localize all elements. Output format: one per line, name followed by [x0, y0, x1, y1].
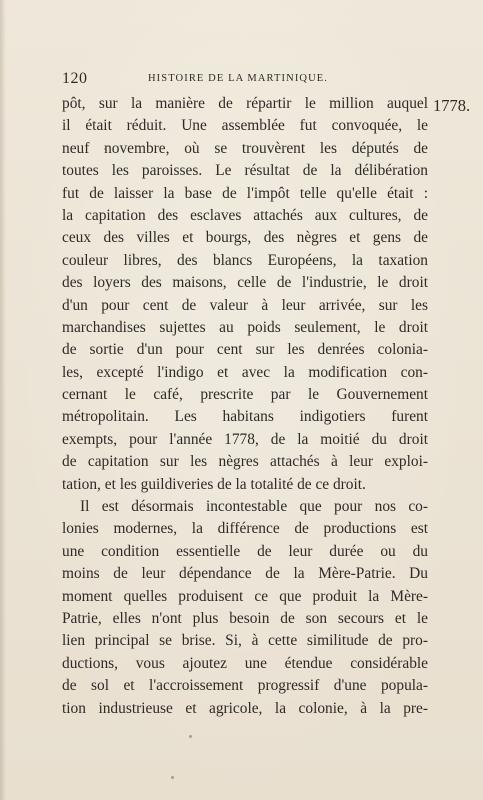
text-line: Patrie, elles n'ont plus besoin de son secours et le	[62, 609, 428, 627]
text-line: lien principal se brise. Si, à cette similitude de pro-	[62, 632, 428, 650]
text-line: cernant le café, prescrite par le Gouvernement	[62, 386, 428, 404]
page-gutter-shadow	[0, 0, 6, 800]
page-number: 120	[62, 70, 88, 87]
text-line: pôt, sur la manière de répartir le million auquel	[62, 95, 428, 112]
text-line: métropolitain. Les habitans indigotiers furent	[62, 408, 428, 426]
text-line: de sol et l'accroissement progressif d'une popula-	[62, 677, 428, 695]
text-line: des loyers des maisons, celle de l'industrie, le droit	[62, 274, 428, 292]
text-line: ductions, vous ajoutez une étendue considérable	[62, 654, 428, 672]
text-line: marchandises sujettes au poids seulement, le droit	[62, 318, 428, 336]
text-line: de capitation sur les nègres attachés à leur exploi-	[62, 453, 428, 471]
text-line: toutes les paroisses. Le résultat de la délibération	[62, 162, 428, 180]
text-line: fut de laisser la base de l'impôt telle qu'elle était :	[62, 184, 428, 202]
text-line: d'un pour cent de valeur à leur arrivée, sur les	[62, 296, 428, 314]
text-line: moins de leur dépendance de la Mère-Patrie. Du	[62, 565, 428, 583]
text-line: de sortie d'un pour cent sur les denrées colonia-	[62, 341, 428, 359]
text-line: lonies modernes, la différence de productions est	[62, 520, 428, 538]
text-line: Il est désormais incontestable que pour nos co-	[80, 498, 428, 516]
text-line: les, excepté l'indigo et avec la modification con-	[62, 363, 428, 381]
text-line: il était réduit. Une assemblée fut convoquée, le	[62, 117, 428, 135]
text-line: neuf novembre, où se trouvèrent les députés de	[62, 139, 428, 157]
text-line: moment quelles produisent ce que produit la Mère-	[62, 587, 428, 605]
text-line: exempts, pour l'année 1778, de la moitié du droit	[62, 430, 428, 448]
paper-speck	[171, 776, 174, 779]
paper-speck	[104, 148, 106, 150]
page-header	[62, 70, 422, 90]
text-line: tion industrieuse et agricole, la colonie, à la pre-	[62, 699, 428, 717]
text-line: couleur libres, des blancs Européens, la taxation	[62, 251, 428, 269]
text-line: la capitation des esclaves attachés aux cultures, de	[62, 206, 428, 224]
text-line: tation, et les guildiveries de la totalité de ce droit.	[62, 475, 366, 493]
margin-year-note: 1778.	[433, 96, 471, 115]
running-title: HISTOIRE DE LA MARTINIQUE.	[148, 73, 329, 84]
paper-speck	[189, 735, 192, 738]
text-line: une condition essentielle de leur durée ou du	[62, 542, 428, 560]
body-text	[62, 93, 428, 720]
text-line: ceux des villes et bourgs, des nègres et gens de	[62, 229, 428, 247]
